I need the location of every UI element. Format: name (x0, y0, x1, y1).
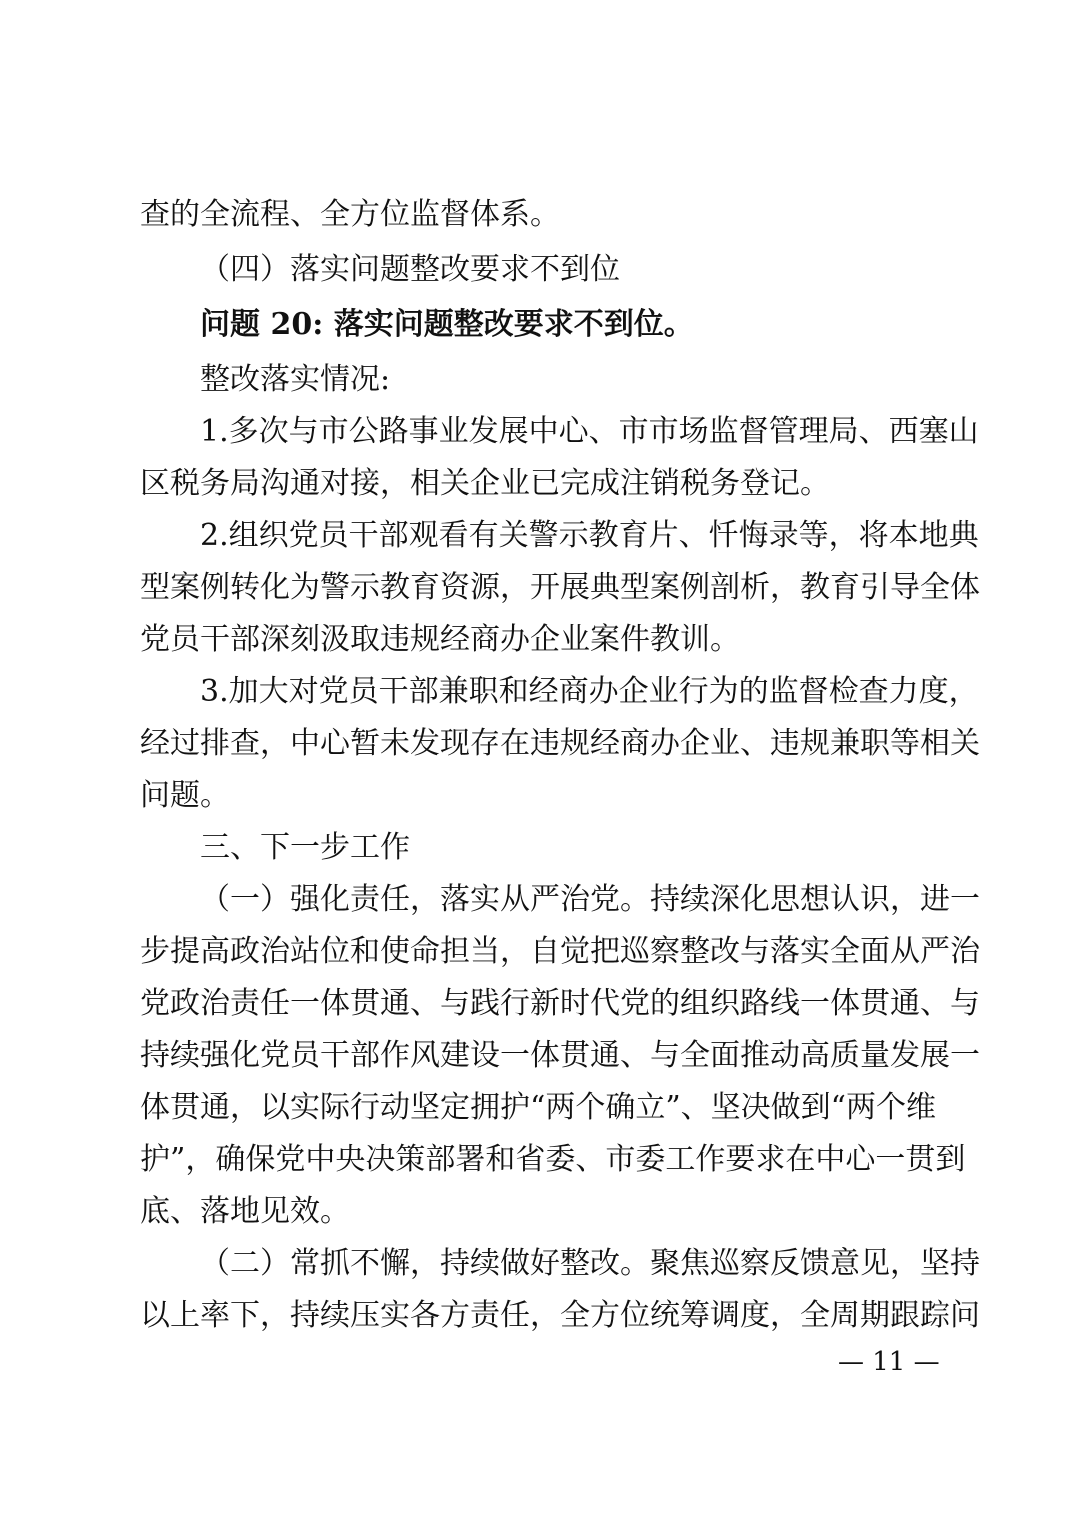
paragraph-line: 步提高政治站位和使命担当，自觉把巡察整改与落实全面从严治 (140, 934, 980, 969)
problem-title: 问题 20: 落实问题整改要求不到位。 (200, 307, 694, 342)
paragraph-line: 党政治责任一体贯通、与践行新时代党的组织路线一体贯通、与 (140, 986, 980, 1021)
paragraph-line: 区税务局沟通对接，相关企业已完成注销税务登记。 (140, 466, 830, 501)
paragraph-line: 3.加大对党员干部兼职和经商办企业行为的监督检查力度， (200, 674, 979, 709)
paragraph-line: 1.多次与市公路事业发展中心、市市场监督管理局、西塞山 (200, 414, 979, 449)
paragraph-line: 底、落地见效。 (140, 1194, 350, 1229)
paragraph-line: 以上率下，持续压实各方责任，全方位统筹调度，全周期跟踪问 (140, 1298, 980, 1333)
paragraph-line: 党员干部深刻汲取违规经商办企业案件教训。 (140, 622, 740, 657)
paragraph-line: 持续强化党员干部作风建设一体贯通、与全面推动高质量发展一 (140, 1038, 980, 1073)
paragraph-line: 护”，确保党中央决策部署和省委、市委工作要求在中心一贯到 (140, 1142, 966, 1177)
paragraph-line: 问题。 (140, 778, 230, 813)
paragraph-line: 体贯通，以实际行动坚定拥护“两个确立”、坚决做到“两个维 (140, 1090, 937, 1125)
page-number: — 11 — (838, 1347, 940, 1377)
paragraph-line: 2.组织党员干部观看有关警示教育片、忏悔录等，将本地典 (200, 518, 979, 553)
paragraph-line: （二）常抓不懈，持续做好整改。聚焦巡察反馈意见，坚持 (200, 1246, 980, 1281)
rectification-label: 整改落实情况: (200, 362, 391, 397)
paragraph-line: 型案例转化为警示教育资源，开展典型案例剖析，教育引导全体 (140, 570, 980, 605)
paragraph-line: 查的全流程、全方位监督体系。 (140, 197, 560, 232)
section-heading-3: 三、下一步工作 (200, 830, 410, 865)
paragraph-line: 经过排查，中心暂未发现存在违规经商办企业、违规兼职等相关 (140, 726, 980, 761)
paragraph-line: （一）强化责任，落实从严治党。持续深化思想认识，进一 (200, 882, 980, 917)
section-heading-4: （四）落实问题整改要求不到位 (200, 252, 620, 287)
